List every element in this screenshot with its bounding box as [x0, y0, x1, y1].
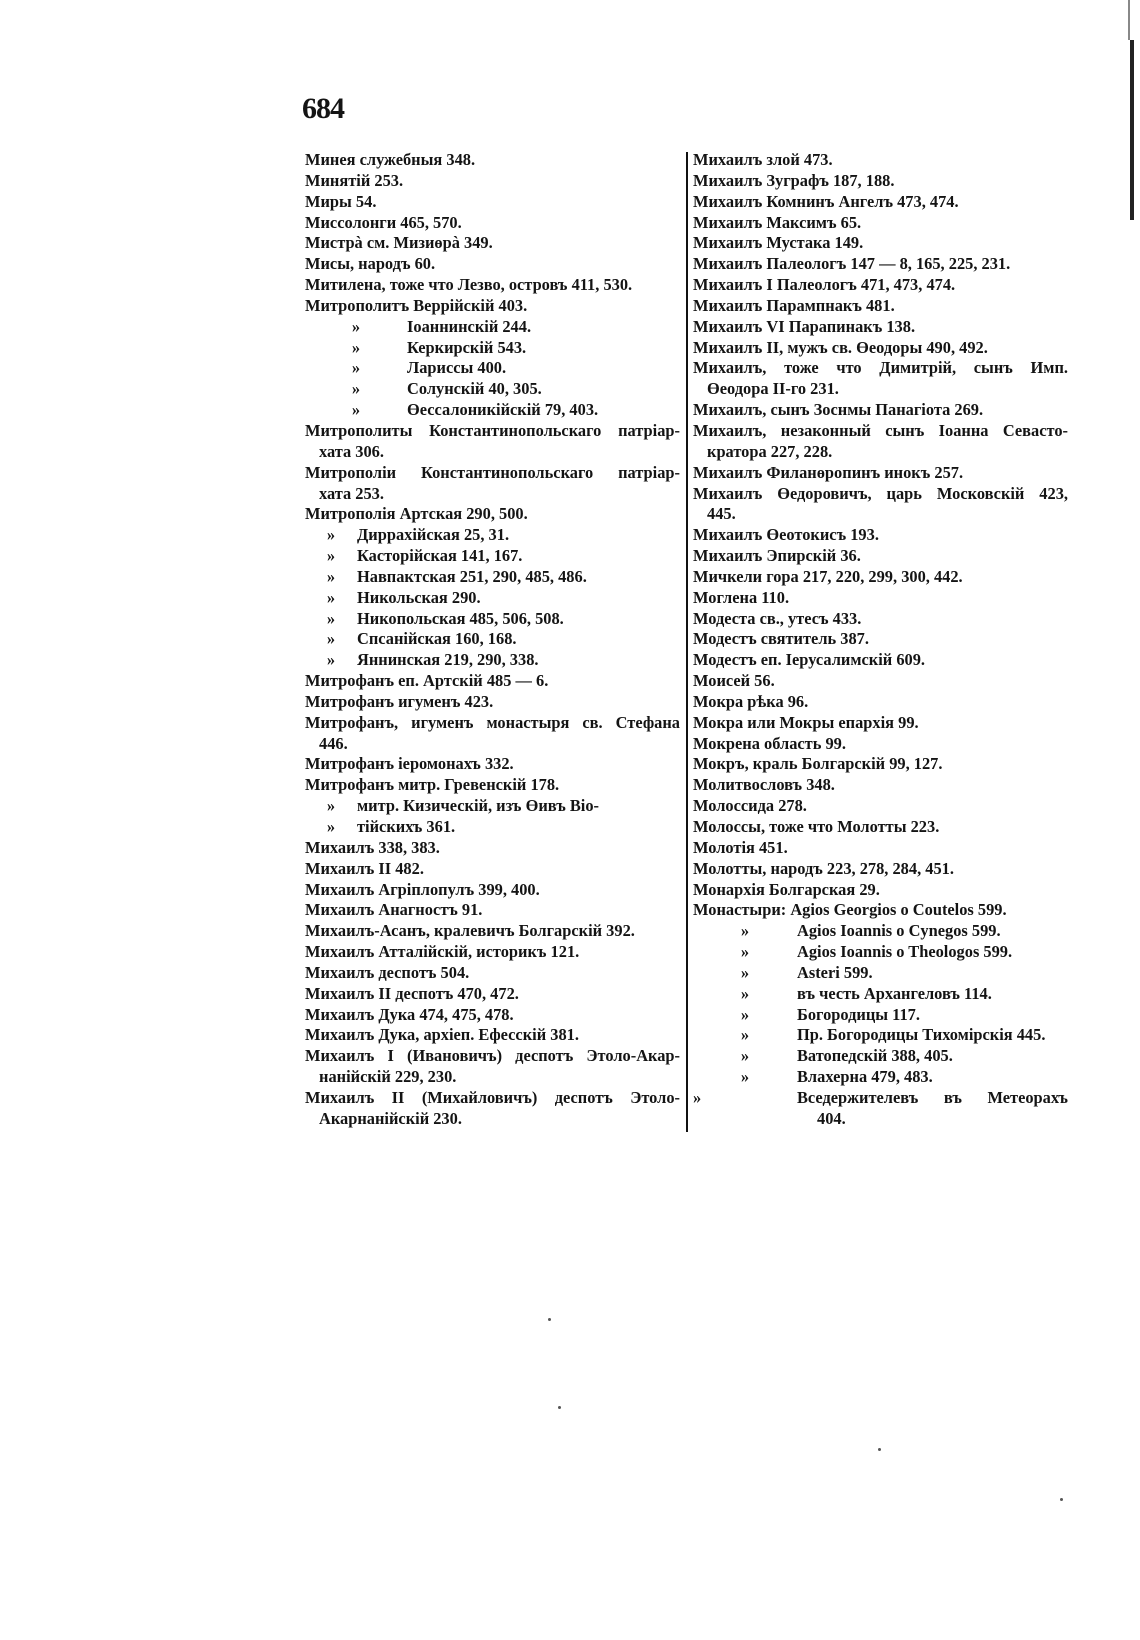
index-entry: [305, 838, 680, 859]
index-entry: [305, 1088, 680, 1109]
index-entry-text: Митрополія Артская 290, 500.: [305, 504, 528, 524]
index-entry: [693, 817, 1068, 838]
index-entry: [693, 900, 1068, 921]
ditto-mark: »: [326, 566, 336, 586]
index-entry-text: Ларисcы 400.: [407, 358, 507, 378]
index-column-right: [693, 150, 1068, 1130]
index-entry: [693, 796, 1068, 817]
index-entry-text: Митилена, тоже что Лезво, островъ 411, 530.: [305, 275, 633, 295]
index-entry-text: Михаилъ деспотъ 504.: [305, 962, 470, 982]
index-entry-text: Asteri 599.: [797, 962, 873, 982]
index-entry-text: Михаилъ Дука, архіеп. Ефесскій 381.: [305, 1025, 579, 1045]
index-entry-text: 446.: [319, 733, 348, 753]
index-entry: [305, 171, 680, 192]
index-entry-text: Михаилъ Эпирскій 36.: [693, 546, 861, 566]
index-entry: [693, 233, 1068, 254]
index-entry-text: Михаилъ Парампнакъ 481.: [693, 295, 895, 315]
index-entry: [305, 567, 680, 588]
ditto-mark: »: [351, 316, 361, 336]
index-entry: [693, 275, 1068, 296]
index-entry: [693, 629, 1068, 650]
index-entry-text: Монархія Болгарская 29.: [693, 879, 880, 899]
index-entry: [693, 213, 1068, 234]
index-entry-text: Михаилъ Анагностъ 91.: [305, 900, 483, 920]
ditto-mark: »: [326, 608, 336, 628]
index-entry: [693, 546, 1068, 567]
index-entry: [693, 775, 1068, 796]
ditto-mark: »: [351, 379, 361, 399]
ditto-mark: »: [326, 546, 336, 566]
index-entry-text: Митрополитъ Веррійскій 403.: [305, 295, 528, 315]
index-entry: [693, 692, 1068, 713]
index-entry: [693, 984, 1068, 1005]
index-entry-text: Михаилъ Максимъ 65.: [693, 212, 862, 232]
index-entry-text: Михаилъ II 482.: [305, 858, 424, 878]
index-entry-text: Мокрена область 99.: [693, 733, 846, 753]
index-entry: [305, 484, 680, 505]
index-entry-text: Agios Ioannis o Theologos 599.: [797, 942, 1013, 962]
index-entry-text: Agios Ioannis o Cynegos 599.: [797, 921, 1001, 941]
index-entry-text: Молитвословъ 348.: [693, 775, 835, 795]
index-entry-text: Касторійская 141, 167.: [357, 546, 523, 566]
index-entry: [693, 484, 1068, 505]
index-entry: [305, 546, 680, 567]
index-entry-text: Спсанійская 160, 168.: [357, 629, 517, 649]
index-entry-text: Молоссида 278.: [693, 796, 807, 816]
index-entry: [693, 921, 1068, 942]
ditto-mark: »: [740, 942, 750, 962]
index-entry-text: Михаилъ I Палеологъ 471, 473, 474.: [693, 275, 956, 295]
index-entry: [305, 1109, 680, 1130]
index-entry-text: Митрофанъ игуменъ 423.: [305, 691, 494, 711]
index-entry-text: Мокра рѣка 96.: [693, 691, 809, 711]
index-entry-text: Михаилъ Өедоровичъ, царь Московскій 423,: [693, 483, 1068, 503]
index-entry-text: Миры 54.: [305, 191, 377, 211]
page-number: 684: [302, 92, 344, 125]
index-entry-text: Яннинская 219, 290, 338.: [357, 650, 539, 670]
index-entry-text: Михаилъ II, мужъ св. Өеодоры 490, 492.: [693, 337, 988, 357]
index-entry: [305, 275, 680, 296]
index-entry: [305, 859, 680, 880]
ditto-mark: »: [326, 587, 336, 607]
index-entry: [305, 775, 680, 796]
index-entry: [305, 1025, 680, 1046]
index-entry: [305, 754, 680, 775]
index-entry-text: Михаилъ Агріплопулъ 399, 400.: [305, 879, 540, 899]
index-entry: [693, 1088, 1068, 1109]
scan-edge-line: [1130, 40, 1134, 220]
index-entry: [305, 1005, 680, 1026]
index-entry: [305, 796, 680, 817]
index-entry-text: Диррахійская 25, 31.: [357, 525, 510, 545]
index-entry: [693, 1109, 1068, 1130]
ditto-mark: »: [326, 650, 336, 670]
index-entry: [693, 504, 1068, 525]
scan-edge-mark: [1128, 0, 1130, 40]
ditto-mark: »: [740, 983, 750, 1003]
index-entry: [693, 150, 1068, 171]
index-entry-text: Миссолонги 465, 570.: [305, 212, 462, 232]
index-entry: [693, 379, 1068, 400]
index-entry-text: Михаилъ Зуграфъ 187, 188.: [693, 170, 895, 190]
index-entry-text: Никопольская 485, 506, 508.: [357, 608, 564, 628]
ditto-mark: »: [693, 1087, 702, 1107]
scan-speck: [878, 1448, 881, 1451]
index-entry-text: Мокръ, краль Болгарскій 99, 127.: [693, 754, 943, 774]
index-entry-text: Митрофанъ, игуменъ монастыря св. Стефана: [305, 712, 680, 732]
index-entry-text: нанійскій 229, 230.: [319, 1067, 457, 1087]
index-entry-text: Мичкели гора 217, 220, 299, 300, 442.: [693, 566, 963, 586]
index-entry: [693, 859, 1068, 880]
index-entry: [693, 171, 1068, 192]
index-entry-text: Мисы, народъ 60.: [305, 254, 436, 274]
index-entry: [693, 254, 1068, 275]
ditto-mark: »: [326, 629, 336, 649]
index-entry: [693, 942, 1068, 963]
ditto-mark: »: [740, 921, 750, 941]
index-entry: [305, 817, 680, 838]
ditto-mark: »: [740, 1067, 750, 1087]
ditto-mark: »: [740, 1025, 750, 1045]
index-entry: [693, 1067, 1068, 1088]
index-entry: [305, 900, 680, 921]
index-entry-text: Богородицы 117.: [797, 1004, 920, 1024]
index-entry: [305, 233, 680, 254]
index-entry-text: Михаилъ II деспотъ 470, 472.: [305, 983, 519, 1003]
index-entry: [305, 692, 680, 713]
index-entry: [305, 150, 680, 171]
index-entry: [305, 1046, 680, 1067]
index-entry: [693, 734, 1068, 755]
index-entry-text: Солунскій 40, 305.: [407, 379, 542, 399]
index-entry: [305, 880, 680, 901]
index-entry: [693, 609, 1068, 630]
index-entry-text: Никольская 290.: [357, 587, 481, 607]
ditto-mark: »: [740, 1046, 750, 1066]
index-entry-text: Молоссы, тоже что Молотты 223.: [693, 817, 940, 836]
ditto-mark: »: [740, 1004, 750, 1024]
column-divider: [686, 152, 688, 1132]
index-entry: [693, 1025, 1068, 1046]
index-entry-text: Модестъ еп. Іерусалимскій 609.: [693, 650, 925, 670]
index-entry-text: Ватопедскій 388, 405.: [797, 1046, 953, 1066]
index-entry: [305, 463, 680, 484]
index-entry-text: Навпактская 251, 290, 485, 486.: [357, 566, 587, 586]
ditto-mark: »: [326, 796, 336, 816]
index-entry: [693, 1046, 1068, 1067]
index-entry-text: Митрополиты Константинопольскаго патріар-: [305, 420, 680, 440]
index-entry-text: Михаилъ, сынъ Зоснмы Панагіота 269.: [693, 400, 984, 420]
index-entry-text: Михаилъ Өеотокисъ 193.: [693, 525, 879, 545]
index-entry: [305, 650, 680, 671]
index-entry-text: Михаилъ II (Михайловичъ) деспотъ Этоло-: [305, 1087, 680, 1107]
index-entry-text: 404.: [817, 1108, 846, 1128]
index-entry-text: Михаилъ Дука 474, 475, 478.: [305, 1004, 514, 1024]
index-entry: [693, 338, 1068, 359]
index-entry: [305, 921, 680, 942]
index-entry: [305, 504, 680, 525]
index-entry: [305, 942, 680, 963]
index-entry: [693, 421, 1068, 442]
index-entry-text: Моглена 110.: [693, 587, 790, 607]
index-entry-text: Михаилъ Филанөропинъ инокъ 257.: [693, 462, 964, 482]
index-entry-text: Өессалоникійскій 79, 403.: [407, 400, 599, 420]
index-entry: [305, 609, 680, 630]
index-entry-text: Вседержителевъ въ Метеорахъ: [797, 1087, 1068, 1107]
index-entry-text: Модеста св., утесъ 433.: [693, 608, 862, 628]
index-entry: [305, 963, 680, 984]
index-entry-text: Моисей 56.: [693, 671, 775, 691]
index-entry-text: Акарнанійскій 230.: [319, 1108, 462, 1128]
index-entry-text: Іоаннинскій 244.: [407, 316, 532, 336]
index-entry-text: въ честь Архангеловъ 114.: [797, 983, 992, 1003]
scan-speck: [1060, 1498, 1063, 1501]
ditto-mark: »: [351, 337, 361, 357]
index-entry-text: 445.: [707, 504, 736, 524]
index-entry: [305, 713, 680, 734]
index-entry-text: Михаилъ-Асанъ, кралевичъ Болгарскій 392.: [305, 921, 635, 941]
index-entry: [693, 442, 1068, 463]
index-entry: [305, 588, 680, 609]
index-entry-text: Керкирскій 543.: [407, 337, 527, 357]
index-entry: [305, 671, 680, 692]
index-entry-text: хата 253.: [319, 483, 384, 503]
index-entry-text: Минятій 253.: [305, 170, 404, 190]
index-entry-text: Михаилъ, незаконный сынъ Іоанна Севасто-: [693, 420, 1068, 440]
index-entry: [305, 421, 680, 442]
index-entry: [693, 671, 1068, 692]
index-entry: [693, 650, 1068, 671]
scan-speck: [558, 1406, 561, 1409]
index-entry-text: Михаилъ Атталійскій, историкъ 121.: [305, 942, 580, 962]
index-entry-text: Митрофанъ митр. Гревенскій 178.: [305, 775, 560, 795]
index-entry-text: Митрофанъ еп. Артскій 485 — 6.: [305, 671, 549, 691]
index-entry-text: Мокра или Мокры епархія 99.: [693, 712, 919, 732]
ditto-mark: »: [351, 400, 361, 420]
index-entry-text: кратора 227, 228.: [707, 441, 833, 461]
index-entry: [693, 358, 1068, 379]
index-entry-text: митр. Кизическій, изъ Өивъ Віо-: [357, 796, 599, 816]
index-entry-text: хата 306.: [319, 441, 384, 461]
index-entry-text: Пр. Богородицы Тихомірскія 445.: [797, 1025, 1046, 1045]
index-entry: [693, 963, 1068, 984]
index-entry-text: Минея служебныя 348.: [305, 150, 476, 169]
index-entry-text: Модестъ святитель 387.: [693, 629, 869, 649]
index-entry: [693, 192, 1068, 213]
index-entry: [305, 400, 680, 421]
index-entry: [305, 525, 680, 546]
index-entry-text: Митрополіи Константинопольскаго патріар-: [305, 462, 680, 482]
ditto-mark: »: [740, 962, 750, 982]
index-entry: [693, 838, 1068, 859]
index-entry-text: Михаилъ 338, 383.: [305, 837, 440, 857]
index-entry-text: Михаилъ VI Парапинакъ 138.: [693, 316, 916, 336]
index-entry: [305, 254, 680, 275]
index-entry: [305, 317, 680, 338]
index-entry: [693, 317, 1068, 338]
index-entry-text: Михаилъ Мустака 149.: [693, 233, 864, 253]
index-entry-text: Михаилъ, тоже что Димитрій, сынъ Имп.: [693, 358, 1068, 378]
index-entry: [693, 588, 1068, 609]
index-entry-text: Митрофанъ іеромонахъ 332.: [305, 754, 514, 774]
index-entry: [305, 379, 680, 400]
index-entry-text: Мистрà см. Мизиөрà 349.: [305, 233, 493, 253]
index-entry-text: Влахерна 479, 483.: [797, 1067, 933, 1087]
index-entry: [693, 463, 1068, 484]
index-entry: [693, 1005, 1068, 1026]
index-entry-text: Михаилъ Комнинъ Ангелъ 473, 474.: [693, 191, 959, 211]
index-entry-text: Михаилъ Палеологъ 147 — 8, 165, 225, 231.: [693, 254, 1011, 274]
index-entry: [693, 525, 1068, 546]
index-entry-text: Молотія 451.: [693, 837, 788, 857]
index-entry: [305, 734, 680, 755]
index-entry-text: Монастыри: Agios Georgios o Coutelos 599.: [693, 900, 1007, 920]
index-entry: [693, 400, 1068, 421]
index-entry: [693, 567, 1068, 588]
index-entry: [305, 296, 680, 317]
index-entry: [305, 629, 680, 650]
index-entry-text: тійскихъ 361.: [357, 817, 456, 836]
index-entry: [693, 296, 1068, 317]
index-entry: [305, 213, 680, 234]
index-entry-text: Өеодора II-го 231.: [707, 379, 839, 399]
index-entry-text: Молотты, народъ 223, 278, 284, 451.: [693, 858, 954, 878]
index-entry-text: Михаилъ I (Ивановичъ) деспотъ Этоло-Акар-: [305, 1046, 680, 1066]
index-entry: [305, 1067, 680, 1088]
index-entry: [693, 713, 1068, 734]
ditto-mark: »: [326, 525, 336, 545]
index-entry: [693, 880, 1068, 901]
index-column-left: [305, 150, 680, 1130]
index-entry: [305, 192, 680, 213]
index-entry: [305, 442, 680, 463]
index-entry: [305, 358, 680, 379]
index-entry: [693, 754, 1068, 775]
index-entry: [305, 984, 680, 1005]
index-entry: [305, 338, 680, 359]
ditto-mark: »: [351, 358, 361, 378]
scan-speck: [548, 1318, 551, 1321]
index-entry-text: Михаилъ злой 473.: [693, 150, 833, 169]
ditto-mark: »: [326, 817, 336, 836]
